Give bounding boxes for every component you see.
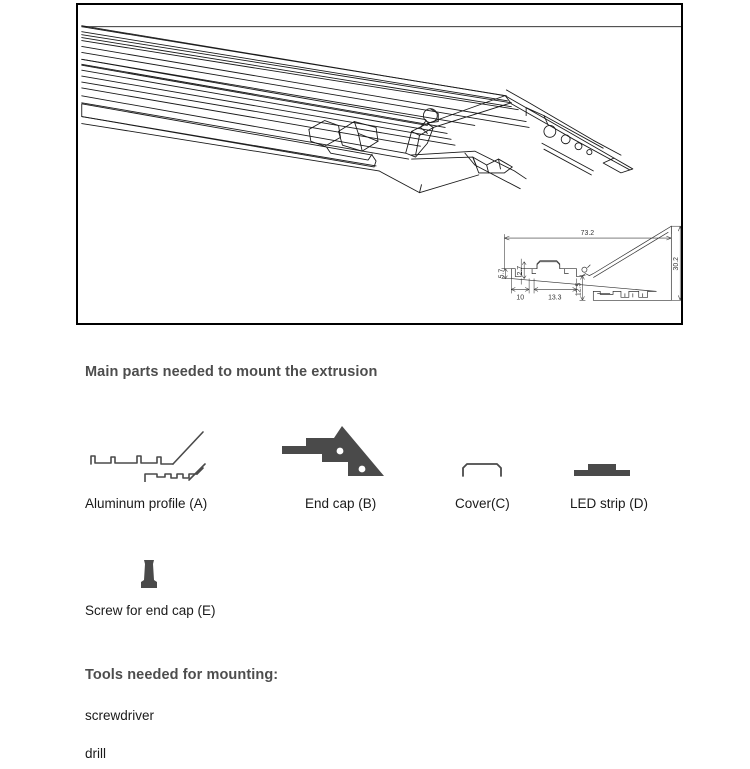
end-cap-screw-hole-1 xyxy=(337,448,344,455)
end-cap-art xyxy=(280,420,400,482)
part-led-strip xyxy=(570,420,670,511)
dim-base-channel-width: 13.3 xyxy=(548,294,562,302)
main-parts-heading: Main parts needed to mount the extrusion xyxy=(85,364,378,380)
dim-left-outer-height: 5.7 xyxy=(498,268,506,279)
part-cover xyxy=(455,420,525,511)
part-aluminum-profile xyxy=(85,420,215,511)
end-cap-screw-hole-2 xyxy=(359,466,366,473)
tool-item-screwdriver: screwdriver xyxy=(85,708,155,723)
parts-row xyxy=(0,420,750,520)
aluminum-profile-art xyxy=(85,420,215,482)
screw-art xyxy=(85,552,216,592)
dim-lower-height: 12.5 xyxy=(575,282,583,297)
led-strip-art xyxy=(570,420,670,482)
technical-drawing xyxy=(78,5,681,323)
tools-heading: Tools needed for mounting: xyxy=(85,667,279,683)
led-strip-icon xyxy=(570,424,640,482)
dim-base-left-width: 10 xyxy=(516,294,525,302)
part-end-cap xyxy=(280,420,400,511)
dim-width-total: 73.2 xyxy=(580,230,595,238)
screw-icon xyxy=(135,558,163,592)
cover-icon xyxy=(455,424,515,482)
part-label-end-cap: End cap (B) xyxy=(305,496,377,511)
end-cap-icon xyxy=(280,424,390,482)
aluminum-profile-icon xyxy=(85,424,210,482)
cover-art xyxy=(455,420,525,482)
part-label-aluminum-profile: Aluminum profile (A) xyxy=(85,496,208,511)
dim-left-inner-height: 2.7 xyxy=(517,265,525,276)
part-label-screw: Screw for end cap (E) xyxy=(85,603,216,618)
dim-height-total: 30.2 xyxy=(673,257,681,271)
drawing-panel xyxy=(76,3,683,325)
part-label-led-strip: LED strip (D) xyxy=(570,496,649,511)
tool-item-drill: drill xyxy=(85,746,107,761)
isometric-extrusion-drawing xyxy=(82,25,681,203)
dimensioned-cross-section xyxy=(498,226,681,301)
part-label-cover: Cover(C) xyxy=(455,496,510,511)
part-screw-for-end-cap xyxy=(85,552,216,618)
